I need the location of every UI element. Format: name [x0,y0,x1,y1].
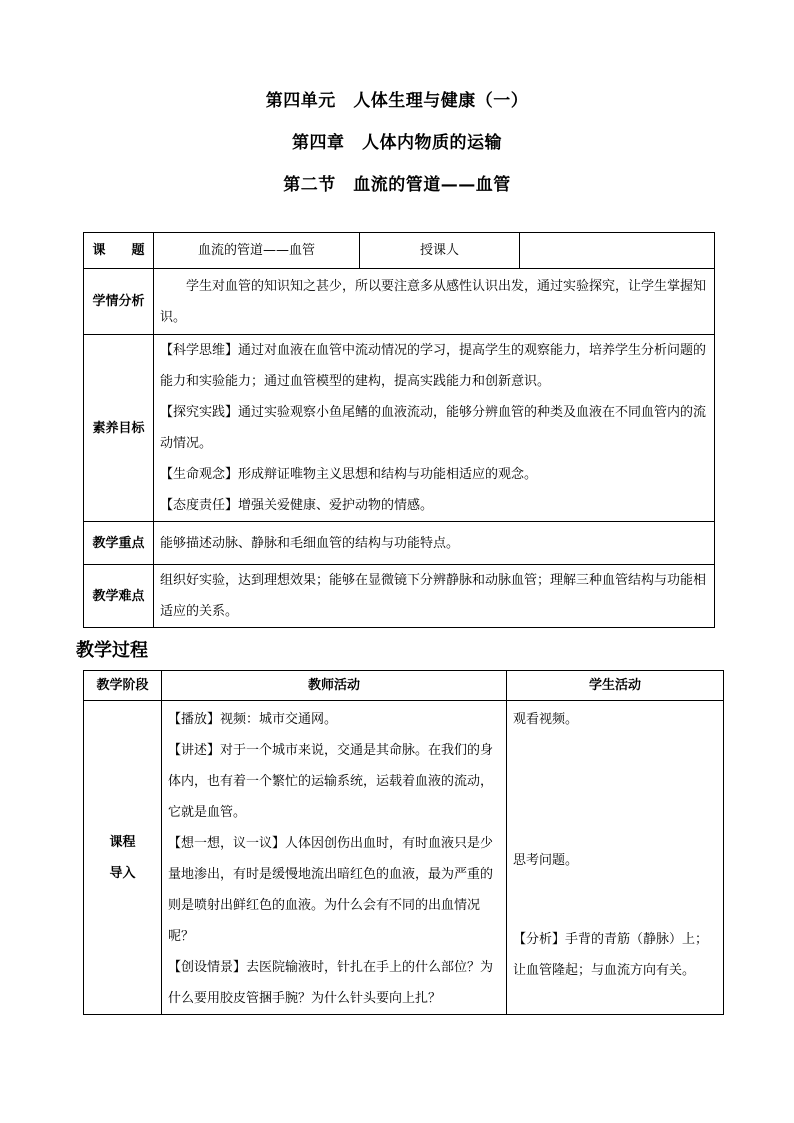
topic-value: 血流的管道——血管 [154,233,360,269]
student-item: 思考问题。 [513,853,579,868]
difficult-label: 教学难点 [84,565,154,628]
lesson-info-table [83,232,715,628]
teacher-label: 授课人 [360,233,520,269]
teacher-item: 【播放】视频：城市交通网。 [168,712,338,727]
process-heading: 教学过程 [76,640,148,661]
key-label: 教学重点 [84,522,154,565]
teacher-value [520,233,715,269]
stage-line: 导入 [109,865,136,881]
goal-item: 【科学思维】通过对血液在血管中流动情况的学习，提高学生的观察能力，培养学生分析问题的能力和实验能力；通过血管模型的建构，提高实践能力和创新意识。 [160,343,707,389]
teacher-item: 【创设情景】去医院输液时，针扎在手上的什么部位？为什么要用胶皮管捆手腕？为什么针头要向上扎？ [168,960,494,1006]
topic-label: 课 题 [84,233,154,269]
stage-line: 课程 [109,834,136,850]
col-student-header: 学生活动 [507,671,724,701]
goals-label: 素养目标 [84,335,154,522]
goal-item: 【生命观念】形成辩证唯物主义思想和结构与功能相适应的观念。 [160,467,538,482]
goal-item: 【态度责任】增强关爱健康、爱护动物的情感。 [160,498,434,513]
goal-item: 【探究实践】通过实验观察小鱼尾鳍的血液流动，能够分辨血管的种类及血液在不同血管内的流动情况。 [160,405,707,451]
unit-title: 第四单元 人体生理与健康（一） [265,91,529,111]
key-text: 能够描述动脉、静脉和毛细血管的结构与功能特点。 [160,535,460,551]
teacher-item: 【讲述】对于一个城市来说，交通是其命脉。在我们的身体内，也有着一个繁忙的运输系统，运载着血液的流动，它就是血管。 [168,743,494,820]
difficult-text: 组织好实验，达到理想效果；能够在显微镜下分辨静脉和动脉血管；理解三种血管结构与功能相适应的关系。 [160,573,707,619]
col-stage-header: 教学阶段 [84,671,162,701]
teacher-activity-cell [162,701,507,1015]
analysis-label: 学情分析 [84,269,154,335]
student-item: 观看视频。 [513,712,579,727]
teacher-item: 【想一想，议一议】人体因创伤出血时，有时血液只是少量地渗出，有时是缓慢地流出暗红色的血液，最为严重的则是喷射出鲜红色的血液。为什么会有不同的出血情况呢？ [168,836,494,944]
col-teacher-header: 教师活动 [162,671,507,701]
student-item: 【分析】手背的青筋（静脉）上；让血管隆起；与血流方向有关。 [513,932,709,978]
process-table [83,670,724,1015]
chapter-title: 第四章 人体内物质的运输 [292,133,502,153]
stage-cell [84,701,162,1015]
section-title: 第二节 血流的管道——血管 [283,175,511,195]
student-activity-cell [507,701,724,1015]
analysis-text: 学生对血管的知识知之甚少，所以要注意多从感性认识出发，通过实验探究，让学生掌握知识。 [160,278,707,325]
